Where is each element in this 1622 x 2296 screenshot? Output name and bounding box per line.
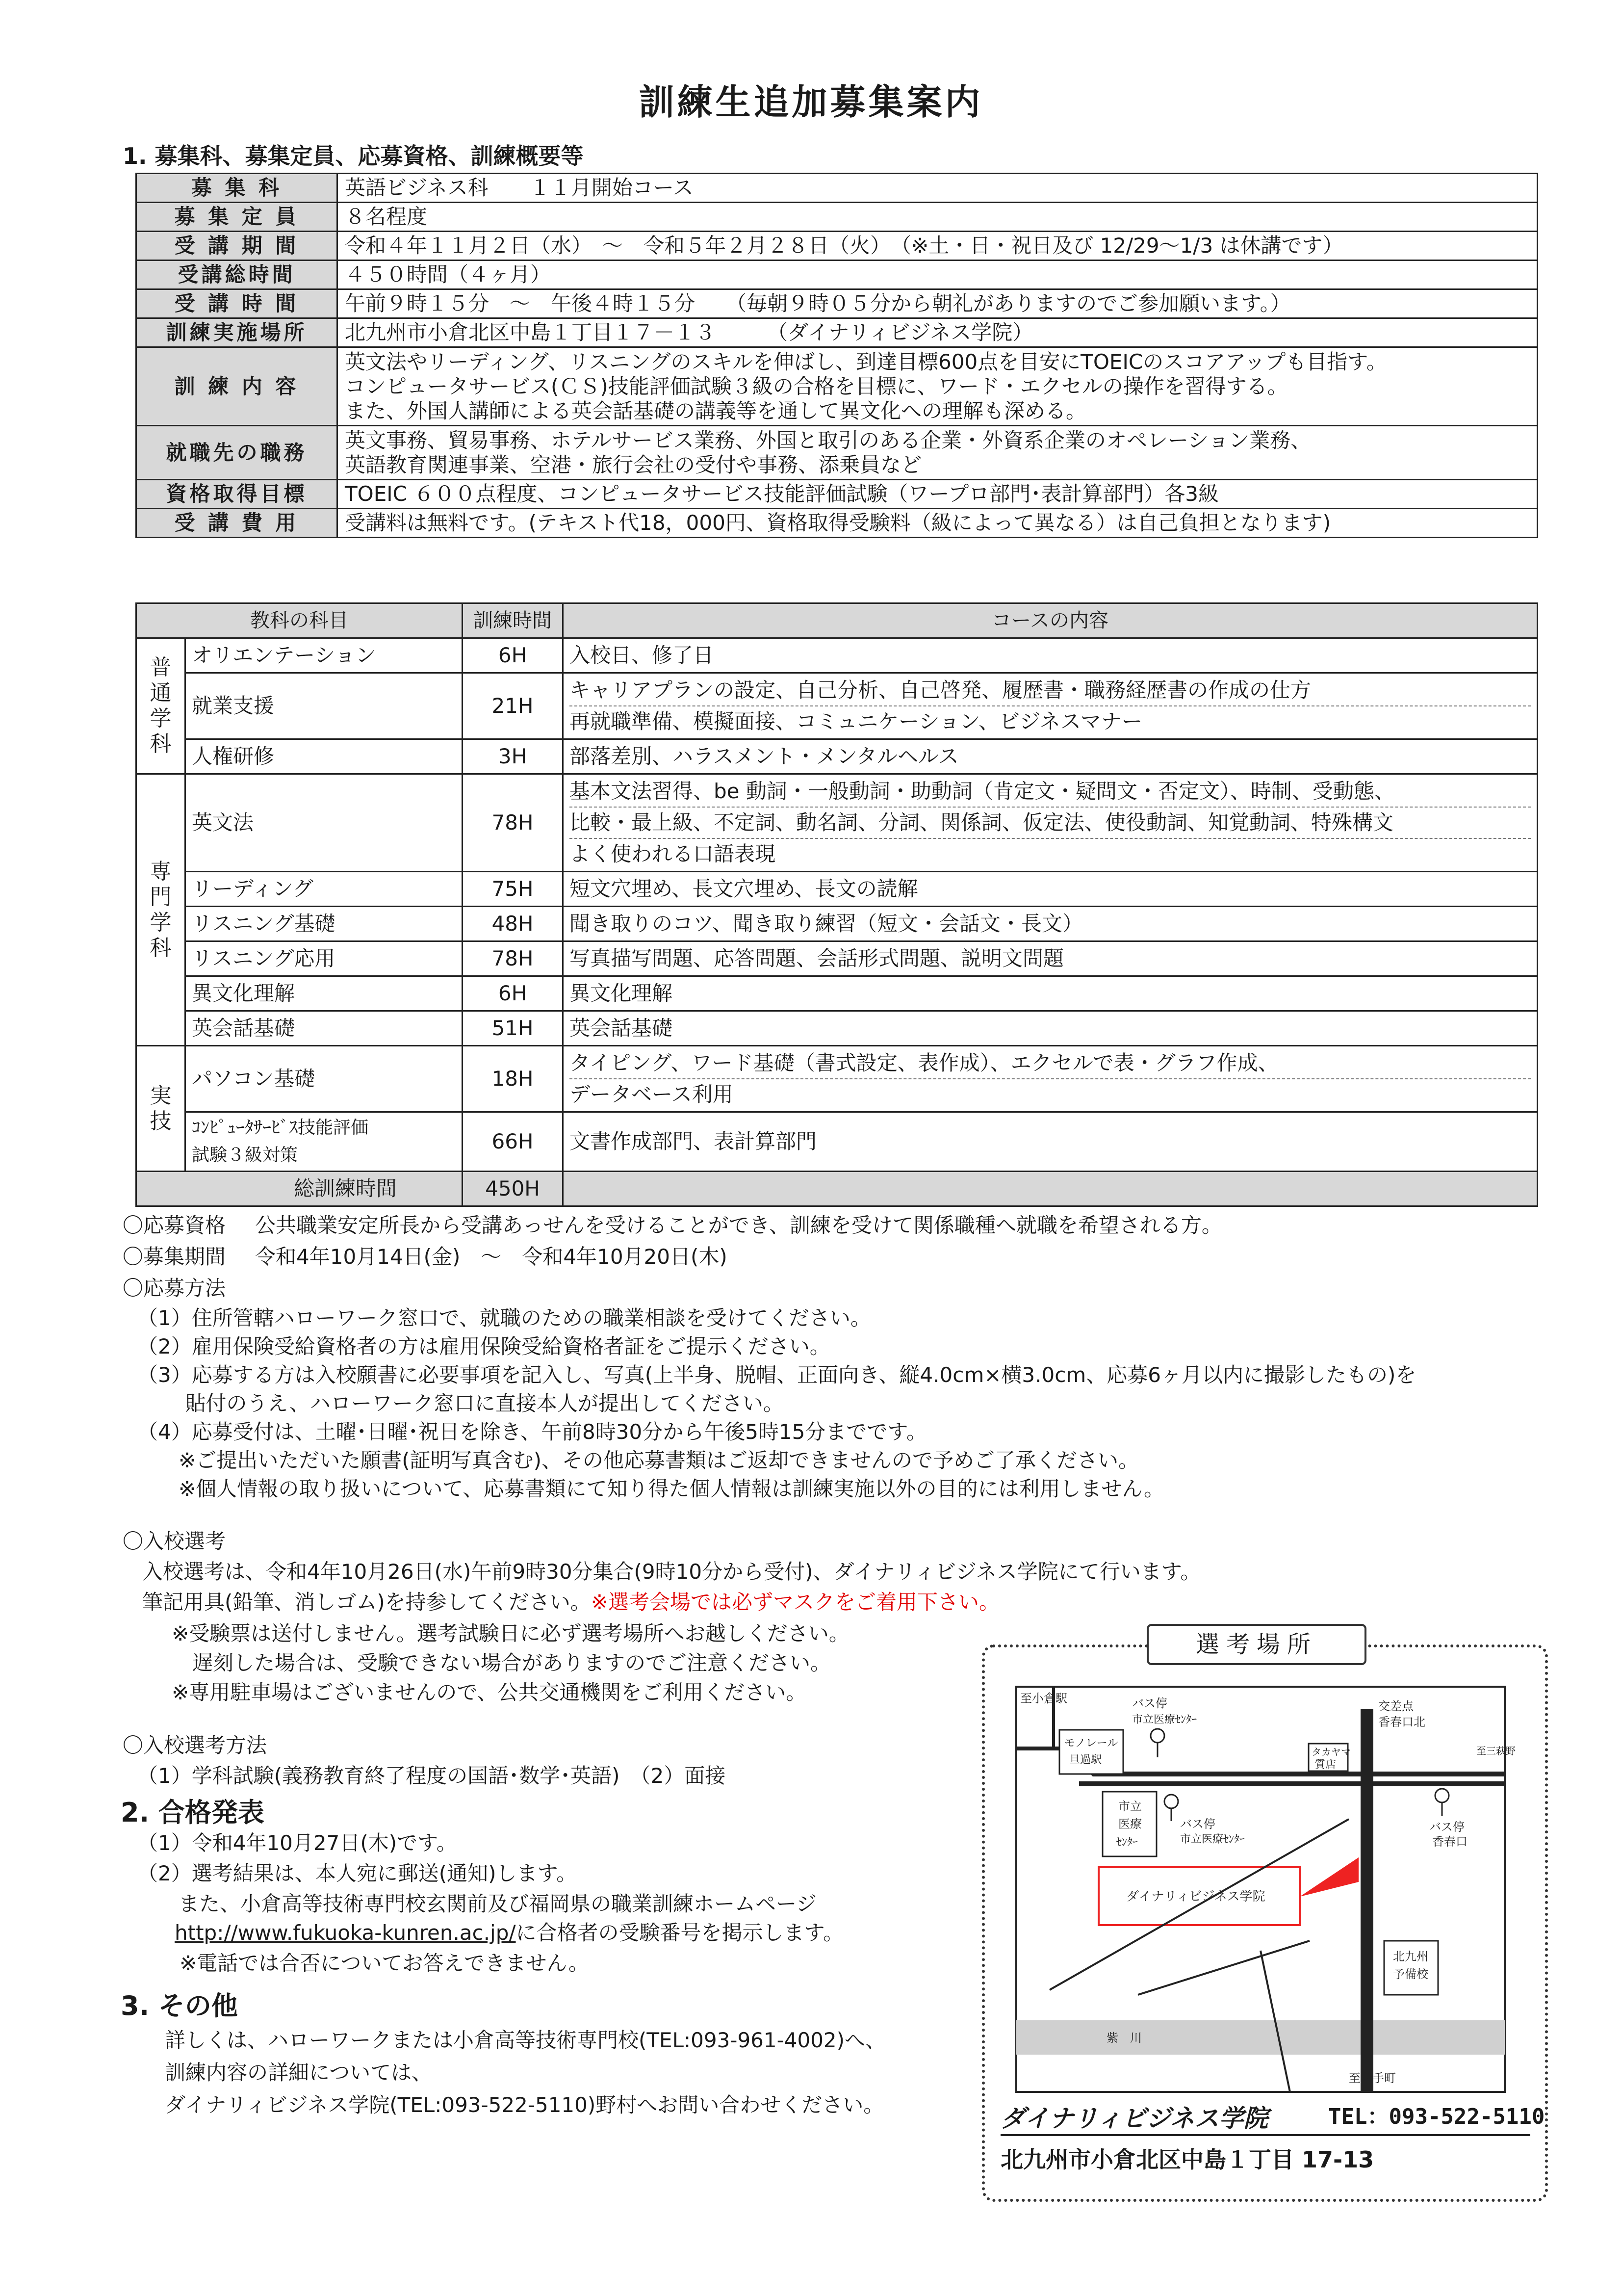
curriculum-row	[136, 638, 1538, 673]
subject-name: 異文化理解	[185, 976, 463, 1011]
map-label-takayama-b: 質店	[1314, 1759, 1337, 1771]
overview-label: 資格取得目標	[136, 480, 337, 509]
overview-label: 受 講 費 用	[136, 509, 337, 538]
total-blank	[563, 1172, 1538, 1206]
map-label-takayama-a: タカヤマ	[1312, 1746, 1351, 1758]
overview-row	[136, 347, 1538, 426]
total-hours: 450H	[463, 1172, 563, 1206]
results-url-link[interactable]: http://www.fukuoka-kunren.ac.jp/	[175, 1921, 516, 1945]
exam-line1: 入校選考は、令和4年10月26日(水)午前9時30分集合(9時10分から受付)、ダイナリィビジネス学院にて行います。	[142, 1560, 1201, 1584]
map-label-bus3-a: バス停	[1429, 1820, 1465, 1834]
curriculum-row	[136, 1046, 1538, 1112]
map-label-hospital-b: 医療	[1118, 1817, 1142, 1831]
subject-hours: 48H	[463, 907, 563, 941]
bus-stop-icon	[1435, 1789, 1449, 1802]
overview-row	[136, 480, 1538, 509]
monorail-station	[1059, 1730, 1123, 1774]
overview-value-line: コンピュータサービス(ＣＳ)技能評価試験３級の合格を目標に、ワード・エクセルの操作を習得する。	[345, 374, 1288, 398]
section2-line: （1）令和4年10月27日(木)です。	[137, 1831, 457, 1855]
overview-value-line: 英語教育関連事業、空港・旅行会社の受付や事務、添乗員など	[345, 452, 922, 477]
subject-name: リスニング応用	[185, 941, 463, 976]
overview-row	[136, 426, 1538, 480]
period-row	[123, 1243, 727, 1271]
content-line: 英会話基礎	[569, 1016, 673, 1040]
overview-row	[136, 232, 1538, 261]
map-label-prep-b: 予備校	[1393, 1967, 1428, 1981]
overview-value-line: TOEIC ６００点程度、コンピュータサービス技能評価試験（ワープロ部門･表計算部門）各3級	[345, 482, 1219, 506]
map-title: 選考場所	[1147, 1624, 1366, 1665]
overview-value-line: 午前９時１５分 ～ 午後４時１５分 （毎朝９時０５分から朝礼がありますのでご参加願います。）	[345, 291, 1291, 315]
method-list	[137, 1304, 1416, 1503]
road-main-north	[1069, 1748, 1505, 1774]
map-label-school: ダイナリィビジネス学院	[1126, 1889, 1265, 1904]
map-footer-name: ダイナリィビジネス学院	[1001, 2104, 1268, 2133]
overview-value-line: 令和４年１１月２日（水） ～ 令和５年２月２８日（火） （※土・日・祝日及び 12/29～1/3 は休講です）	[345, 234, 1343, 258]
page-title: 訓練生追加募集案内	[639, 81, 983, 123]
overview-label: 募 集 科	[136, 174, 337, 203]
overview-label: 訓 練 内 容	[136, 347, 337, 426]
school-pointer	[1300, 1857, 1359, 1897]
category-char: 学	[150, 910, 172, 935]
subject-content	[563, 907, 1538, 941]
category-char: 専	[150, 859, 172, 884]
map-label-bus2-a: バス停	[1180, 1817, 1215, 1831]
main-road	[1361, 1709, 1373, 2092]
curriculum-row	[136, 976, 1538, 1011]
map-label-hospital-c: ｾﾝﾀｰ	[1116, 1836, 1138, 1849]
category-char: 門	[150, 884, 172, 910]
subject-hours: 66H	[463, 1112, 563, 1172]
content-line: 短文穴埋め、長文穴埋め、長文の読解	[569, 877, 918, 901]
overview-row	[136, 509, 1538, 538]
total-label: 総訓練時間	[136, 1172, 463, 1206]
content-line: 写真描写問題、応答問題、会話形式問題、説明文問題	[569, 946, 1064, 970]
subject-content	[563, 872, 1538, 907]
exam-notes	[172, 1619, 850, 1707]
subject-name: パソコン基礎	[185, 1046, 463, 1112]
overview-value	[337, 261, 1538, 289]
subject-hours: 75H	[463, 872, 563, 907]
subject-name: 就業支援	[185, 673, 463, 739]
subject-hours: 51H	[463, 1011, 563, 1046]
map-label-intersection-a: 交差点	[1378, 1699, 1414, 1713]
overview-value	[337, 203, 1538, 232]
method-label: 〇応募方法	[123, 1276, 226, 1300]
river-shape	[1016, 2020, 1505, 2055]
curriculum-row	[136, 1011, 1538, 1046]
content-line: 文書作成部門、表計算部門	[569, 1129, 817, 1153]
content-line: 部落差別、ハラスメント・メンタルヘルス	[569, 744, 959, 768]
category-char: 通	[150, 680, 172, 705]
map-label-north-station: 至小倉駅	[1020, 1692, 1067, 1705]
subject-hours: 6H	[463, 976, 563, 1011]
overview-value-line: 英語ビジネス科 １１月開始コース	[345, 176, 694, 200]
section2-line: （2）選考結果は、本人宛に郵送(通知)します。	[137, 1861, 577, 1885]
bus-stop-icon	[1151, 1729, 1164, 1743]
eligibility-label: 〇応募資格	[123, 1213, 226, 1237]
period-label-text: 〇募集期間	[123, 1245, 226, 1269]
map-label-bus1-a: バス停	[1132, 1696, 1167, 1710]
category-char: 技	[150, 1108, 172, 1134]
overview-value	[337, 480, 1538, 509]
section2-lines	[137, 1828, 817, 1919]
method-item: 貼付のうえ、ハローワーク窓口に直接本人が提出してください。	[137, 1391, 784, 1415]
subject-name	[185, 1112, 463, 1172]
map-label-prep-a: 北九州	[1393, 1950, 1428, 1963]
overview-value	[337, 509, 1538, 538]
period-text: 令和4年10月14日(金) ～ 令和4年10月20日(木)	[255, 1245, 727, 1269]
subject-content	[563, 739, 1538, 774]
map-footer-tel: TEL：093-522-5110	[1328, 2104, 1545, 2129]
section1-heading: 1. 募集科、募集定員、応募資格、訓練概要等	[123, 143, 584, 169]
curriculum-table	[135, 602, 1538, 1207]
access-map	[1015, 1686, 1516, 2093]
content-line: データベース利用	[569, 1082, 733, 1106]
section3-line: 訓練内容の詳細については、	[165, 2061, 433, 2085]
road-diagonal-2	[1138, 1941, 1310, 1995]
subject-name: 英文法	[185, 774, 463, 872]
subject-name: オリエンテーション	[185, 638, 463, 673]
content-line: キャリアプランの設定、自己分析、自己啓発、履歴書・職務経歴書の作成の仕方	[569, 675, 1531, 706]
map-label-monorail-1: モノレール	[1064, 1737, 1118, 1749]
curriculum-header-row	[136, 603, 1538, 638]
subject-hours: 78H	[463, 774, 563, 872]
overview-row	[136, 261, 1538, 289]
overview-value	[337, 318, 1538, 347]
content-line: 基本文法習得、be 動詞・一般動詞・助動詞（肯定文・疑問文・否定文）、時制、受動態、	[569, 776, 1531, 808]
content-line: 聞き取りのコツ、聞き取り練習（短文・会話文・長文）	[569, 912, 1083, 936]
overview-table	[135, 173, 1538, 538]
overview-label: 受講総時間	[136, 261, 337, 289]
method-item: ※ご提出いただいた願書(証明写真含む)、その他応募書類はご返却できませんので予めご了承ください。	[137, 1448, 1139, 1472]
category-char: 科	[150, 731, 172, 757]
map-label-hospital-a: 市立	[1118, 1800, 1142, 1813]
bus-stop-icon	[1164, 1795, 1178, 1808]
content-line: 比較・最上級、不定詞、動名詞、分詞、関係詞、仮定法、使役動詞、知覚動詞、特殊構文	[569, 808, 1531, 839]
overview-label: 受 講 期 間	[136, 232, 337, 261]
total-row	[136, 1172, 1538, 1206]
exam-label: 〇入校選考	[123, 1529, 226, 1553]
exam-note: 遅刻した場合は、受験できない場合がありますのでご注意ください。	[172, 1651, 831, 1675]
overview-value-line: また、外国人講師による英会話基礎の講義等を通して異文化への理解も深める。	[345, 398, 1087, 423]
overview-value-line: ４５０時間（４ヶ月）	[345, 262, 551, 287]
map-label-bus3-b: 香春口	[1432, 1835, 1468, 1849]
section3-line: 詳しくは、ハローワークまたは小倉高等技術専門校(TEL:093-961-4002)へ、	[165, 2028, 886, 2052]
overview-value	[337, 289, 1538, 318]
overview-value-line: 受講料は無料です。(テキスト代18，000円、資格取得受験料（級によって異なる）は自己負担となります)	[345, 511, 1331, 535]
header-subject: 教科の科目	[136, 603, 463, 638]
map-label-bus1-b: 市立医療ｾﾝﾀｰ	[1132, 1714, 1197, 1726]
exam-method-text: （1）学科試験(義務教育終了程度の国語･数学･英語) （2）面接	[137, 1764, 726, 1788]
overview-value	[337, 174, 1538, 203]
content-line: 入校日、修了日	[569, 643, 714, 667]
section2-heading: 2. 合格発表	[121, 1797, 264, 1828]
method-item: （1）住所管轄ハローワーク窓口で、就職のための職業相談を受けてください。	[137, 1306, 871, 1330]
overview-value-line: ８名程度	[345, 205, 428, 229]
overview-value-line: 英文法やリーディング、リスニングのスキルを伸ばし、到達目標600点を目安にTOEICのスコアアップも目指す。	[345, 349, 1387, 374]
map-label-river: 紫 川	[1107, 2031, 1142, 2045]
category-label	[136, 774, 185, 1046]
subject-name: リスニング基礎	[185, 907, 463, 941]
subject-content	[563, 774, 1538, 872]
map-label-east: 至三萩野	[1476, 1745, 1516, 1757]
subject-name: 人権研修	[185, 739, 463, 774]
subject-line: 試験３級対策	[192, 1145, 298, 1165]
header-content: コースの内容	[563, 603, 1538, 638]
map-label-intersection-b: 香春口北	[1378, 1715, 1425, 1729]
overview-value	[337, 232, 1538, 261]
overview-value	[337, 347, 1538, 426]
eligibility-row	[123, 1212, 1222, 1239]
subject-content	[563, 673, 1538, 739]
category-label	[136, 1046, 185, 1172]
curriculum-row	[136, 907, 1538, 941]
exam-note: ※専用駐車場はございませんので、公共交通機関をご利用ください。	[172, 1680, 807, 1704]
header-hours: 訓練時間	[463, 603, 563, 638]
overview-row	[136, 174, 1538, 203]
map-label-south: 至大手町	[1349, 2071, 1396, 2085]
curriculum-row	[136, 872, 1538, 907]
content-line: 異文化理解	[569, 981, 673, 1005]
exam-line2-text: 筆記用具(鉛筆、消しゴム)を持参してください。	[142, 1590, 591, 1614]
method-item: （3）応募する方は入校願書に必要事項を記入し、写真(上半身、脱帽、正面向き、縦4.0cm×横3.0cm、応募6ヶ月以内に撮影したもの)を	[137, 1363, 1416, 1387]
results-url-after: に合格者の受験番号を掲示します。	[515, 1921, 844, 1945]
overview-label: 訓練実施場所	[136, 318, 337, 347]
subject-name: 英会話基礎	[185, 1011, 463, 1046]
subject-content	[563, 638, 1538, 673]
map-label-monorail-2: 旦過駅	[1069, 1754, 1102, 1766]
curriculum-row	[136, 941, 1538, 976]
subject-content	[563, 976, 1538, 1011]
overview-label: 募 集 定 員	[136, 203, 337, 232]
phone-note: ※電話では合否についてお答えできません。	[180, 1951, 589, 1975]
subject-content	[563, 1011, 1538, 1046]
overview-value-line: 北九州市小倉北区中島１丁目１７－１３ （ダイナリィビジネス学院）	[345, 320, 1033, 344]
overview-row	[136, 318, 1538, 347]
exam-line2	[142, 1589, 1000, 1616]
mask-notice: ※選考会場では必ずマスクをご着用下さい。	[591, 1590, 1000, 1614]
curriculum-row	[136, 774, 1538, 872]
section2-line: また、小倉高等技術専門校玄関前及び福岡県の職業訓練ホームページ	[137, 1892, 817, 1916]
subject-hours: 3H	[463, 739, 563, 774]
overview-row	[136, 203, 1538, 232]
section3-lines	[165, 2024, 886, 2121]
map-footer-name-row	[1001, 2099, 1545, 2136]
map-footer-address: 北九州市小倉北区中島１丁目 17-13	[1001, 2146, 1374, 2173]
category-char: 学	[150, 706, 172, 731]
category-label	[136, 638, 185, 774]
subject-content	[563, 1046, 1538, 1112]
subject-hours: 21H	[463, 673, 563, 739]
overview-row	[136, 289, 1538, 318]
subject-content	[563, 1112, 1538, 1172]
category-char: 実	[150, 1083, 172, 1108]
map-label-bus2-b: 市立医療ｾﾝﾀｰ	[1180, 1833, 1245, 1846]
section3-heading: 3. その他	[121, 1990, 238, 2021]
subject-line: ｺﾝﾋﾟｭｰﾀｻｰﾋﾞｽ技能評価	[192, 1118, 369, 1138]
subject-name: リーディング	[185, 872, 463, 907]
eligibility-text: 公共職業安定所長から受講あっせんを受けることができ、訓練を受けて関係職種へ就職を希望される方。	[255, 1213, 1222, 1237]
subject-hours: 78H	[463, 941, 563, 976]
method-item: ※個人情報の取り扱いについて、応募書類にて知り得た個人情報は訓練実施以外の目的には利用しません。	[137, 1477, 1165, 1501]
method-item: （2）雇用保険受給資格者の方は雇用保険受給資格者証をご提示ください。	[137, 1334, 830, 1358]
exam-note: ※受験票は送付しません。選考試験日に必ず選考場所へお越しください。	[172, 1621, 850, 1645]
curriculum-row	[136, 1112, 1538, 1172]
subject-hours: 18H	[463, 1046, 563, 1112]
category-char: 普	[150, 655, 172, 680]
content-line: タイピング、ワード基礎（書式設定、表作成）、エクセルで表・グラフ作成、	[569, 1048, 1531, 1079]
overview-label: 就職先の職務	[136, 426, 337, 480]
content-line: 再就職準備、模擬面接、コミュニケーション、ビジネスマナー	[569, 709, 1143, 733]
method-item: （4）応募受付は、土曜･日曜･祝日を除き、午前8時30分から午後5時15分までです。	[137, 1420, 927, 1444]
subject-content	[563, 941, 1538, 976]
category-char: 科	[150, 935, 172, 961]
overview-label: 受 講 時 間	[136, 289, 337, 318]
section3-line: ダイナリィビジネス学院(TEL:093-522-5110)野村へお問い合わせください。	[165, 2093, 884, 2117]
overview-value	[337, 426, 1538, 480]
curriculum-row	[136, 739, 1538, 774]
curriculum-row	[136, 673, 1538, 739]
exam-method-label: 〇入校選考方法	[123, 1733, 267, 1757]
results-url-row	[175, 1919, 844, 1947]
content-line: よく使われる口語表現	[569, 842, 776, 866]
overview-value-line: 英文事務、貿易事務、ホテルサービス業務、外国と取引のある企業・外資系企業のオペレーション業務、	[345, 428, 1312, 452]
subject-hours: 6H	[463, 638, 563, 673]
